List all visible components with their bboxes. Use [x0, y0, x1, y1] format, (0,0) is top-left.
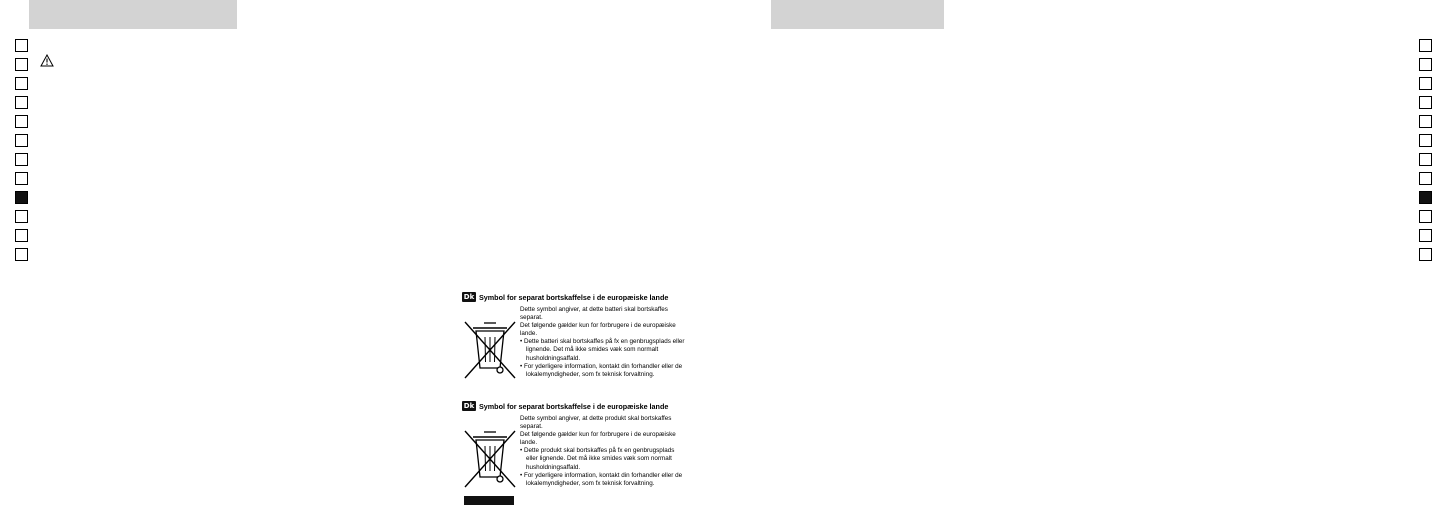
index-tab: [1419, 229, 1432, 242]
header-tab-right: [771, 0, 944, 29]
notice-title: Symbol for separat bortskaffelse i de europæiske lande: [479, 401, 669, 411]
index-tabs-right: [1419, 39, 1432, 267]
notice-body: [462, 306, 694, 379]
country-badge: Dk: [463, 402, 475, 410]
notice-text: [520, 306, 685, 379]
index-tabs-left: [15, 39, 28, 267]
index-tab: [1419, 248, 1432, 261]
index-tab: [15, 39, 28, 52]
notice-bullet: • Dette produkt skal bortskaffes på fx en genbrugsplads eller lignende. Det må ikke smides væk som normalt husholdningsaffald.: [520, 447, 675, 471]
index-tab: [1419, 39, 1432, 52]
index-tab: [15, 96, 28, 109]
index-tab: [15, 248, 28, 261]
header-tab-left: [29, 0, 237, 29]
crossed-out-wheelie-bin-icon: [462, 428, 518, 490]
index-tab: [15, 115, 28, 128]
country-badge: Dk: [463, 293, 475, 301]
separate-collection-bar: [464, 496, 514, 505]
index-tab: [15, 58, 28, 71]
index-tab: [15, 134, 28, 147]
index-tab-active: [1419, 191, 1432, 204]
crossed-out-wheelie-bin-icon: [462, 319, 518, 381]
index-tab: [1419, 210, 1432, 223]
bin-symbol: [462, 319, 520, 381]
index-tab: [1419, 96, 1432, 109]
index-tab: [15, 153, 28, 166]
notice-title: Symbol for separat bortskaffelse i de europæiske lande: [479, 292, 669, 302]
notice-bullet: • For yderligere information, kontakt din forhandler eller de lokalemyndigheder, som fx teknisk forvaltning.: [520, 471, 683, 487]
disposal-notice-battery: [462, 291, 694, 379]
notice-bullet: • Dette batteri skal bortskaffes på fx en genbrugsplads eller lignende. Det må ikke smides væk som normalt husholdningsaffald.: [520, 338, 685, 362]
index-tab-active: [15, 191, 28, 204]
index-tab: [1419, 115, 1432, 128]
index-tab: [15, 210, 28, 223]
index-tab: [15, 172, 28, 185]
notice-text: [520, 415, 685, 488]
index-tab: [15, 77, 28, 90]
index-tab: [1419, 134, 1432, 147]
notice-scope: Det følgende gælder kun for forbrugere i de europæiske lande.: [520, 431, 676, 447]
notice-header: [462, 291, 694, 303]
notice-bullet: • For yderligere information, kontakt din forhandler eller de lokalemyndigheder, som fx teknisk forvaltning.: [520, 362, 683, 378]
notice-body: [462, 415, 694, 488]
notice-scope: Det følgende gælder kun for forbrugere i de europæiske lande.: [520, 322, 676, 338]
index-tab: [1419, 153, 1432, 166]
notice-header: [462, 400, 694, 412]
notice-intro: Dette symbol angiver, at dette batteri skal bortskaffes separat.: [520, 306, 668, 322]
bin-symbol: [462, 428, 520, 505]
warning-triangle-icon: [40, 54, 54, 67]
index-tab: [1419, 172, 1432, 185]
index-tab: [1419, 58, 1432, 71]
notice-intro: Dette symbol angiver, at dette produkt skal bortskaffes separat.: [520, 415, 672, 431]
index-tab: [15, 229, 28, 242]
disposal-notice-product: [462, 400, 694, 488]
index-tab: [1419, 77, 1432, 90]
